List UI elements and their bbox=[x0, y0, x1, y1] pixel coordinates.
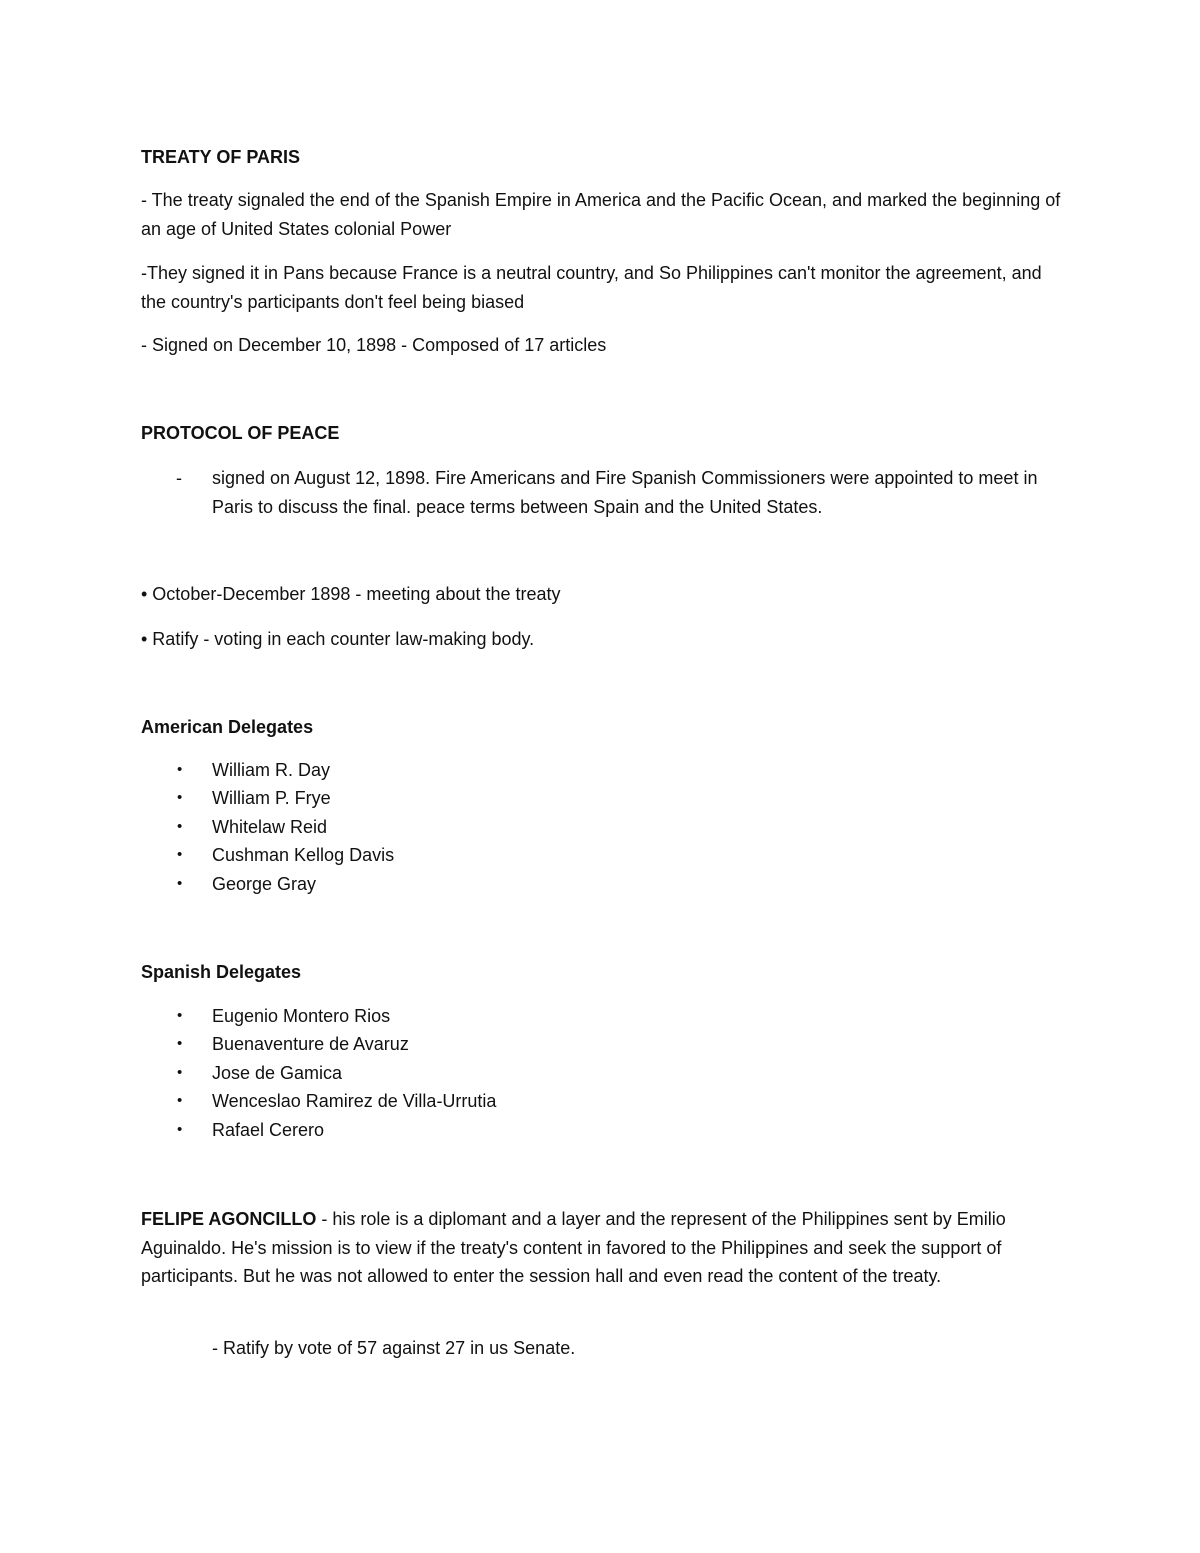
bullet-icon: • bbox=[177, 1007, 183, 1024]
protocol-bullet-1: • October-December 1898 - meeting about the treaty bbox=[141, 584, 561, 604]
dash-marker: - bbox=[176, 468, 182, 488]
protocol-bullet-2: • Ratify - voting in each counter law-making body. bbox=[141, 629, 535, 649]
bullet-icon: • bbox=[177, 817, 183, 835]
bullet-icon: • bbox=[177, 1120, 183, 1138]
protocol-heading: PROTOCOL OF PEACE bbox=[141, 423, 340, 443]
list-item: • Cushman Kellog Davis bbox=[0, 841, 1200, 869]
list-item: • William R. Day bbox=[0, 756, 1200, 784]
treaty-heading: TREATY OF PARIS bbox=[141, 147, 301, 167]
list-item: • Eugenio Montero Rios bbox=[0, 1002, 1200, 1030]
protocol-item-text: signed on August 12, 1898. Fire Americans and Fire Spanish Commissioners were appointed to meet in Paris to discuss the final. peace terms between Spain and the United States. bbox=[212, 468, 1038, 517]
bullet-icon: • bbox=[177, 761, 183, 778]
list-item: • Rafael Cerero bbox=[0, 1116, 1200, 1144]
felipe-name: FELIPE AGONCILLO bbox=[141, 1209, 317, 1229]
list-item: • Whitelaw Reid bbox=[0, 813, 1200, 841]
bullet-icon: • bbox=[177, 1063, 183, 1081]
treaty-paragraph-2: -They signed it in Pans because France is a neutral country, and So Philippines can't monitor the agreement, and the country's participants don't feel being biased bbox=[141, 263, 1042, 312]
treaty-paragraph-1: - The treaty signaled the end of the Spanish Empire in America and the Pacific Ocean, and marked the beginning of an age of United States colonial Power bbox=[141, 190, 1061, 239]
bullet-icon: • bbox=[177, 846, 183, 864]
american-delegates-heading: American Delegates bbox=[141, 717, 314, 737]
list-item: • Wenceslao Ramirez de Villa-Urrutia bbox=[0, 1087, 1200, 1115]
list-item: • William P. Frye bbox=[0, 784, 1200, 812]
spanish-delegates-heading: Spanish Delegates bbox=[141, 962, 302, 982]
felipe-ratify: - Ratify by vote of 57 against 27 in us Senate. bbox=[212, 1338, 576, 1358]
bullet-icon: • bbox=[177, 1035, 183, 1053]
list-item: • Jose de Gamica bbox=[0, 1059, 1200, 1087]
bullet-icon: • bbox=[177, 1092, 183, 1110]
bullet-icon: • bbox=[177, 874, 183, 892]
list-item: • Buenaventure de Avaruz bbox=[0, 1030, 1200, 1058]
american-delegates-list bbox=[0, 756, 1200, 898]
treaty-paragraph-3: - Signed on December 10, 1898 - Composed of 17 articles bbox=[141, 335, 607, 355]
felipe-text: - his role is a diplomant and a layer and the represent of the Philippines sent by Emilio Aguinaldo. He's mission is to view if the treaty's content in favored to the Philippines and seek the support of participants. But he was not allowed to enter the session hall and even read the content of the treaty. bbox=[141, 1209, 1006, 1286]
spanish-delegates-list bbox=[0, 1002, 1200, 1144]
list-item: • George Gray bbox=[0, 870, 1200, 898]
bullet-icon: • bbox=[177, 789, 183, 807]
felipe-paragraph bbox=[141, 1205, 1056, 1291]
